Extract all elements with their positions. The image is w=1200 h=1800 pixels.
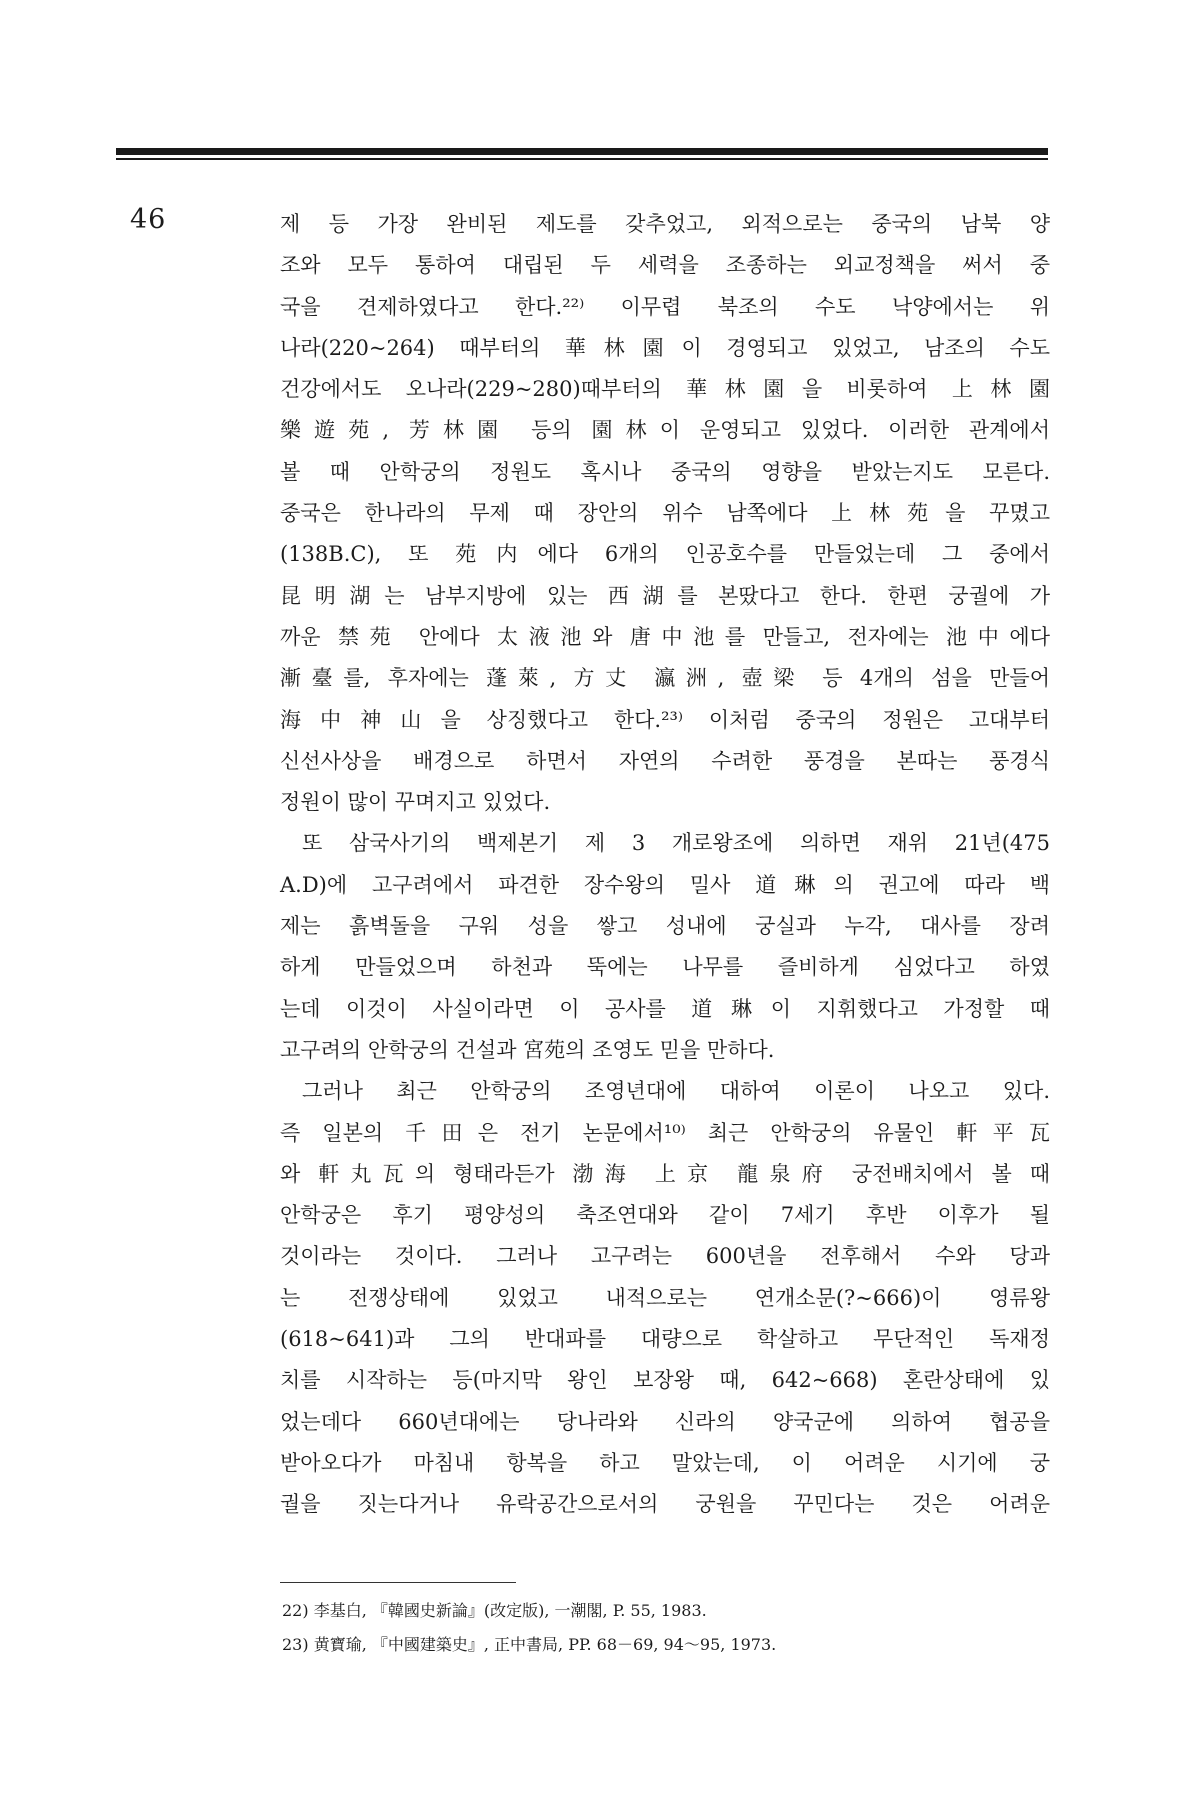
body-text <box>280 204 1050 1526</box>
page-number: 46 <box>130 204 167 235</box>
text-line: 고구려의 안학궁의 건설과 宮苑의 조영도 믿을 만하다. <box>280 1037 775 1062</box>
text-line: 는데 이것이 사실이라면 이 공사를 道琳이 지휘했다고 가정할 때 <box>280 996 1050 1021</box>
text-line: 건강에서도 오나라(229~280)때부터의 華林園을 비롯하여 上林園 <box>280 377 1050 402</box>
text-line: 는 전쟁상태에 있었고 내적으로는 연개소문(?~666)이 영류왕 <box>280 1285 1050 1310</box>
text-line: 즉 일본의 千田은 전기 논문에서¹⁰⁾ 최근 안학궁의 유물인 軒平瓦 <box>280 1120 1050 1145</box>
text-line: 와 軒丸瓦의 형태라든가 渤海 上京 龍泉府 궁전배치에서 볼 때 <box>280 1161 1050 1186</box>
footnotes <box>282 1594 1042 1662</box>
text-line: 받아오다가 마침내 항복을 하고 말았는데, 이 어려운 시기에 궁 <box>280 1450 1050 1475</box>
text-line: A.D)에 고구려에서 파견한 장수왕의 밀사 道琳의 권고에 따라 백 <box>280 872 1050 897</box>
text-line: 昆明湖는 남부지방에 있는 西湖를 본땄다고 한다. 한편 궁궐에 가 <box>280 583 1050 608</box>
text-line: 海中神山을 상징했다고 한다.²³⁾ 이처럼 중국의 정원은 고대부터 <box>280 707 1050 732</box>
text-line: 까운 禁苑 안에다 太液池와 唐中池를 만들고, 전자에는 池中에다 <box>280 624 1050 649</box>
text-line: 제는 흙벽돌을 구워 성을 쌓고 성내에 궁실과 누각, 대사를 장려 <box>280 914 1050 939</box>
text-line: 신선사상을 배경으로 하면서 자연의 수려한 풍경을 본따는 풍경식 <box>280 748 1050 773</box>
text-line: 제 등 가장 완비된 제도를 갖추었고, 외적으로는 중국의 남북 양 <box>280 212 1050 236</box>
footnote: 22) 李基白, 『韓國史新論』(改定版), 一潮閣, P. 55, 1983. <box>282 1601 707 1620</box>
text-line: 조와 모두 통하여 대립된 두 세력을 조종하는 외교정책을 써서 중 <box>280 253 1050 278</box>
text-line: 중국은 한나라의 무제 때 장안의 위수 남쪽에다 上林苑을 꾸몄고 <box>280 501 1050 526</box>
text-line: (618~641)과 그의 반대파를 대량으로 학살하고 무단적인 독재정 <box>280 1327 1050 1352</box>
text-line: 궐을 짓는다거나 유락공간으로서의 궁원을 꾸민다는 것은 어려운 <box>280 1492 1050 1517</box>
text-line: 것이라는 것이다. 그러나 고구려는 600년을 전후해서 수와 당과 <box>280 1244 1050 1269</box>
text-line: 그러나 최근 안학궁의 조영년대에 대하여 이론이 나오고 있다. <box>302 1079 1050 1104</box>
text-line: 樂遊苑, 芳林園 등의 園林이 운영되고 있었다. 이러한 관계에서 <box>280 418 1051 443</box>
text-line: 었는데다 660년대에는 당나라와 신라의 양국군에 의하여 협공을 <box>280 1409 1050 1434</box>
footnote-divider <box>280 1582 516 1583</box>
text-line: 볼 때 안학궁의 정원도 혹시나 중국의 영향을 받았는지도 모른다. <box>280 459 1050 484</box>
text-line: 나라(220~264) 때부터의 華林園이 경영되고 있었고, 남조의 수도 <box>280 335 1050 360</box>
text-line: 정원이 많이 꾸며지고 있었다. <box>280 790 551 815</box>
text-line: (138B.C), 또 苑内에다 6개의 인공호수를 만들었는데 그 중에서 <box>280 542 1050 567</box>
text-line: 漸臺를, 후자에는 蓬萊, 方丈 瀛洲, 壺梁 등 4개의 섬을 만들어 <box>280 666 1050 691</box>
text-line: 하게 만들었으며 하천과 뚝에는 나무를 즐비하게 심었다고 하였 <box>280 955 1050 980</box>
text-line: 안학궁은 후기 평양성의 축조연대와 같이 7세기 후반 이후가 될 <box>280 1203 1050 1228</box>
text-line: 치를 시작하는 등(마지막 왕인 보장왕 때, 642~668) 혼란상태에 있 <box>280 1368 1050 1393</box>
header-rule-thin <box>116 158 1048 160</box>
footnote: 23) 黄寶瑜, 『中國建築史』, 正中書局, PP. 68－69, 94～95, 1973. <box>282 1635 777 1654</box>
text-line: 또 삼국사기의 백제본기 제 3 개로왕조에 의하면 재위 21년(475 <box>302 831 1050 856</box>
text-line: 국을 견제하였다고 한다.²²⁾ 이무렵 북조의 수도 낙양에서는 위 <box>280 294 1050 319</box>
header-rule-thick <box>116 148 1048 155</box>
